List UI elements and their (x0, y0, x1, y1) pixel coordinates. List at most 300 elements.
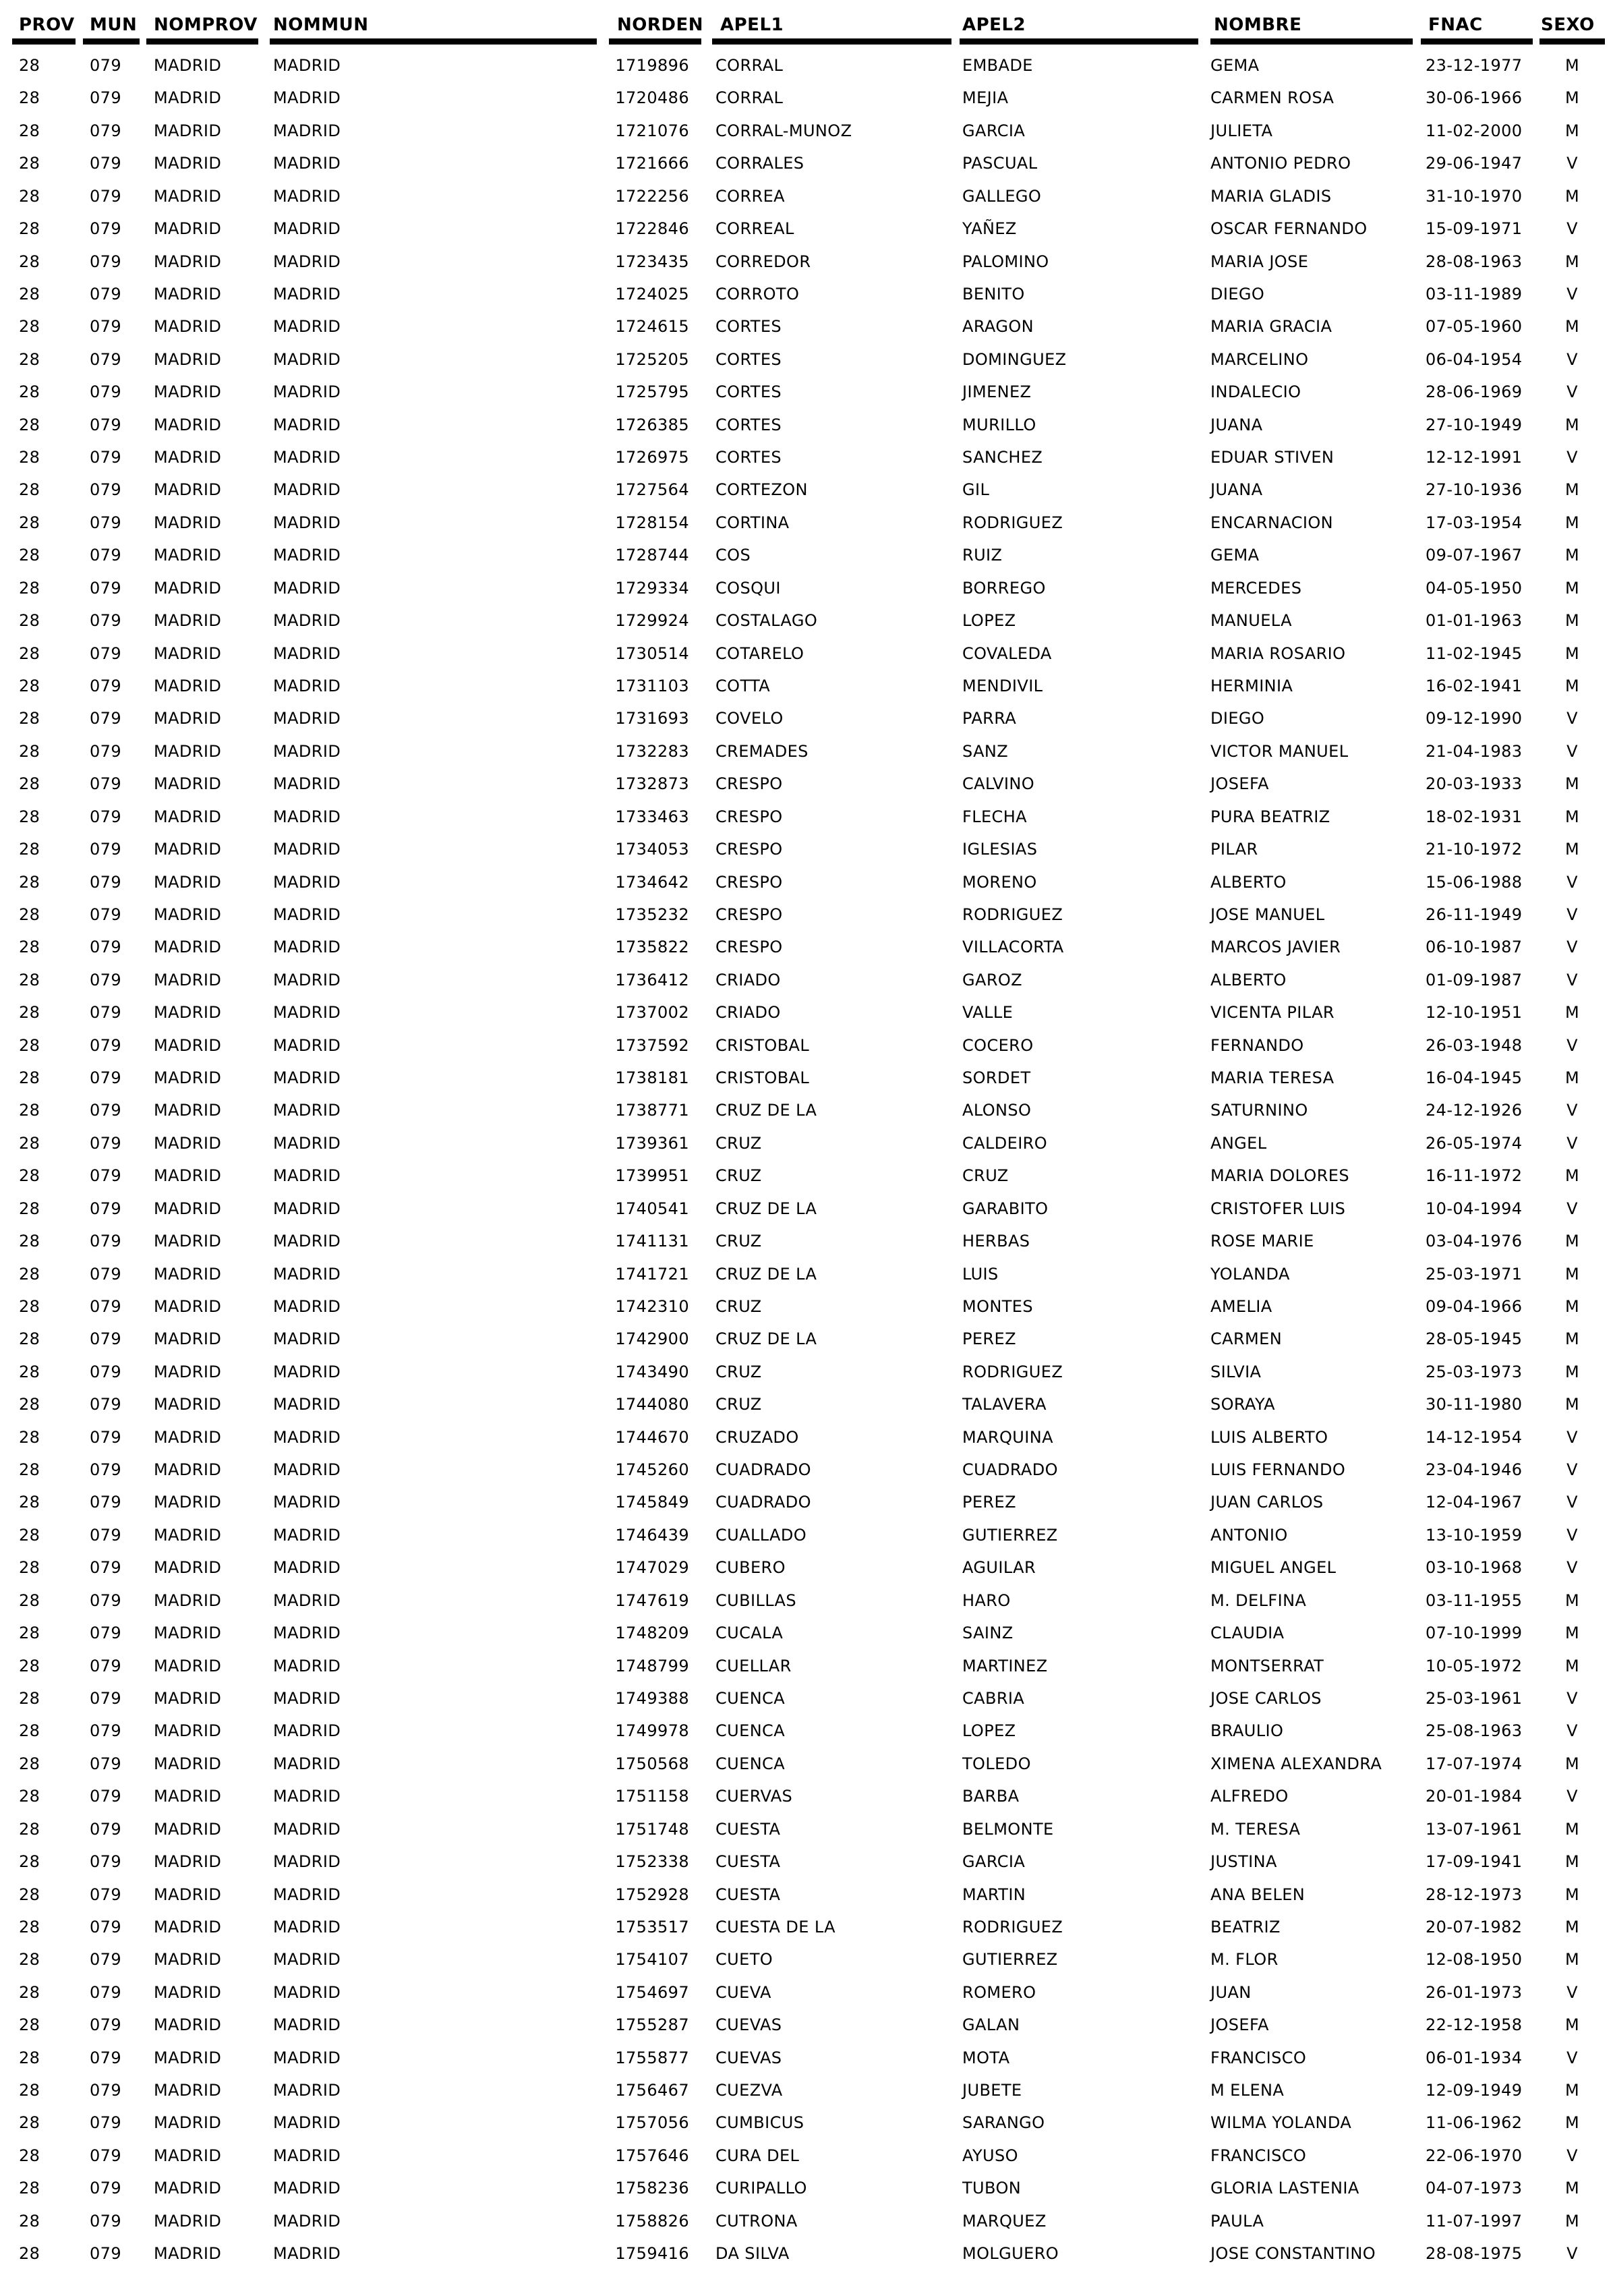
cell-apel2: IGLESIAS (962, 840, 1038, 859)
cell-prov: 28 (19, 121, 40, 140)
cell-mun: 079 (90, 1526, 122, 1545)
cell-mun: 079 (90, 2179, 122, 2198)
cell-nommun: MADRID (273, 2146, 341, 2165)
cell-fnac: 25-03-1971 (1426, 1265, 1523, 1284)
table-header-row (0, 8, 1613, 42)
cell-nomprov: MADRID (154, 382, 222, 401)
cell-apel1: CRIADO (715, 1003, 781, 1022)
cell-prov: 28 (19, 2212, 40, 2231)
cell-nomprov: MADRID (154, 2179, 222, 2198)
cell-prov: 28 (19, 252, 40, 271)
cell-prov: 28 (19, 2081, 40, 2100)
cell-apel2: FLECHA (962, 807, 1027, 826)
cell-apel2: GALAN (962, 2015, 1020, 2034)
cell-nomprov: MADRID (154, 546, 222, 565)
cell-nommun: MADRID (273, 1950, 341, 1969)
cell-prov: 28 (19, 1068, 40, 1087)
cell-apel1: CRESPO (715, 774, 783, 793)
table-row (0, 572, 1613, 604)
cell-nommun: MADRID (273, 480, 341, 499)
cell-nombre: MIGUEL ANGEL (1210, 1558, 1337, 1577)
table-row (0, 1159, 1613, 1192)
cell-apel2: LOPEZ (962, 1721, 1016, 1740)
cell-apel2: AGUILAR (962, 1558, 1036, 1577)
cell-prov: 28 (19, 1918, 40, 1936)
cell-norden: 1719896 (615, 56, 689, 75)
table-row (0, 2009, 1613, 2041)
cell-sexo: M (1564, 1820, 1580, 1839)
column-header-nomprov: NOMPROV (154, 15, 258, 35)
cell-apel2: RODRIGUEZ (962, 1918, 1063, 1936)
cell-fnac: 17-03-1954 (1426, 513, 1523, 532)
cell-norden: 1738771 (615, 1101, 689, 1120)
cell-nomprov: MADRID (154, 742, 222, 761)
cell-fnac: 23-04-1946 (1426, 1460, 1523, 1479)
table-row (0, 898, 1613, 931)
cell-apel1: CUADRADO (715, 1460, 811, 1479)
cell-apel2: MORENO (962, 873, 1037, 892)
cell-nombre: ALBERTO (1210, 971, 1287, 989)
cell-nombre: M. FLOR (1210, 1950, 1279, 1969)
cell-norden: 1748209 (615, 1624, 689, 1642)
cell-fnac: 25-08-1963 (1426, 1721, 1523, 1740)
cell-nomprov: MADRID (154, 1983, 222, 2002)
cell-apel1: COS (715, 546, 751, 565)
table-row (0, 604, 1613, 637)
cell-mun: 079 (90, 2244, 122, 2263)
cell-nombre: SORAYA (1210, 1395, 1275, 1414)
table-row (0, 49, 1613, 82)
cell-nommun: MADRID (273, 1134, 341, 1153)
table-row (0, 539, 1613, 571)
cell-nommun: MADRID (273, 1362, 341, 1381)
cell-apel2: MEJIA (962, 88, 1009, 107)
cell-nommun: MADRID (273, 448, 341, 467)
cell-nomprov: MADRID (154, 1265, 222, 1284)
cell-prov: 28 (19, 1134, 40, 1153)
cell-norden: 1731693 (615, 709, 689, 728)
cell-nommun: MADRID (273, 938, 341, 956)
cell-sexo: M (1564, 1232, 1580, 1251)
cell-prov: 28 (19, 677, 40, 695)
cell-prov: 28 (19, 415, 40, 434)
cell-nombre: M ELENA (1210, 2081, 1285, 2100)
cell-nomprov: MADRID (154, 1362, 222, 1381)
cell-nommun: MADRID (273, 2015, 341, 2034)
cell-apel2: SANCHEZ (962, 448, 1043, 467)
cell-nommun: MADRID (273, 1754, 341, 1773)
table-row (0, 768, 1613, 800)
cell-mun: 079 (90, 187, 122, 206)
cell-apel1: CRUZ DE LA (715, 1329, 817, 1348)
cell-prov: 28 (19, 154, 40, 173)
cell-fnac: 12-12-1991 (1426, 448, 1523, 467)
cell-fnac: 07-10-1999 (1426, 1624, 1523, 1642)
cell-nommun: MADRID (273, 873, 341, 892)
cell-apel2: CRUZ (962, 1166, 1009, 1185)
cell-sexo: V (1566, 382, 1578, 401)
cell-fnac: 09-04-1966 (1426, 1297, 1523, 1316)
cell-sexo: V (1566, 1199, 1578, 1218)
cell-sexo: V (1566, 1526, 1578, 1545)
cell-nombre: MANUELA (1210, 611, 1292, 630)
cell-prov: 28 (19, 742, 40, 761)
cell-fnac: 17-07-1974 (1426, 1754, 1523, 1773)
cell-fnac: 28-12-1973 (1426, 1885, 1523, 1904)
cell-apel2: MARQUINA (962, 1428, 1053, 1447)
cell-sexo: M (1564, 2081, 1580, 2100)
cell-fnac: 20-03-1933 (1426, 774, 1523, 793)
cell-mun: 079 (90, 1003, 122, 1022)
cell-fnac: 01-09-1987 (1426, 971, 1523, 989)
cell-nomprov: MADRID (154, 774, 222, 793)
cell-fnac: 18-02-1931 (1426, 807, 1523, 826)
cell-sexo: V (1566, 905, 1578, 924)
cell-apel1: CORTES (715, 448, 782, 467)
column-header-sexo: SEXO (1541, 15, 1595, 35)
cell-prov: 28 (19, 611, 40, 630)
cell-apel1: CUEVAS (715, 2015, 782, 2034)
cell-nombre: BRAULIO (1210, 1721, 1284, 1740)
cell-mun: 079 (90, 1787, 122, 1806)
cell-nombre: DIEGO (1210, 285, 1265, 304)
cell-prov: 28 (19, 1657, 40, 1675)
table-row (0, 473, 1613, 506)
cell-prov: 28 (19, 905, 40, 924)
cell-fnac: 29-06-1947 (1426, 154, 1523, 173)
cell-mun: 079 (90, 88, 122, 107)
cell-sexo: M (1564, 187, 1580, 206)
cell-nommun: MADRID (273, 1232, 341, 1251)
cell-mun: 079 (90, 1852, 122, 1871)
cell-apel1: CUBILLAS (715, 1591, 797, 1610)
cell-sexo: V (1566, 350, 1578, 369)
table-row (0, 1813, 1613, 1845)
cell-apel2: DOMINGUEZ (962, 350, 1067, 369)
cell-nomprov: MADRID (154, 1689, 222, 1708)
cell-fnac: 31-10-1970 (1426, 187, 1523, 206)
cell-sexo: V (1566, 1493, 1578, 1512)
cell-nomprov: MADRID (154, 2015, 222, 2034)
cell-nommun: MADRID (273, 1460, 341, 1479)
cell-sexo: M (1564, 1885, 1580, 1904)
table-row (0, 1878, 1613, 1911)
cell-nomprov: MADRID (154, 1101, 222, 1120)
cell-prov: 28 (19, 579, 40, 598)
cell-norden: 1752928 (615, 1885, 689, 1904)
cell-prov: 28 (19, 56, 40, 75)
table-row (0, 180, 1613, 212)
cell-nommun: MADRID (273, 121, 341, 140)
cell-nomprov: MADRID (154, 121, 222, 140)
cell-mun: 079 (90, 1428, 122, 1447)
cell-fnac: 09-12-1990 (1426, 709, 1523, 728)
table-row (0, 801, 1613, 833)
cell-apel1: CRUZ (715, 1134, 762, 1153)
cell-norden: 1749978 (615, 1721, 689, 1740)
cell-apel1: CUBERO (715, 1558, 786, 1577)
cell-fnac: 04-05-1950 (1426, 579, 1523, 598)
cell-mun: 079 (90, 480, 122, 499)
cell-sexo: M (1564, 480, 1580, 499)
cell-prov: 28 (19, 709, 40, 728)
cell-norden: 1755287 (615, 2015, 689, 2034)
cell-prov: 28 (19, 1329, 40, 1348)
cell-prov: 28 (19, 938, 40, 956)
cell-nomprov: MADRID (154, 1329, 222, 1348)
cell-nommun: MADRID (273, 611, 341, 630)
cell-mun: 079 (90, 1657, 122, 1675)
cell-nombre: YOLANDA (1210, 1265, 1290, 1284)
cell-nommun: MADRID (273, 382, 341, 401)
cell-nomprov: MADRID (154, 1885, 222, 1904)
cell-mun: 079 (90, 546, 122, 565)
cell-apel2: LUIS (962, 1265, 999, 1284)
cell-nommun: MADRID (273, 1329, 341, 1348)
cell-fnac: 10-05-1972 (1426, 1657, 1523, 1675)
cell-apel1: CRUZ (715, 1395, 762, 1414)
cell-norden: 1748799 (615, 1657, 689, 1675)
cell-nommun: MADRID (273, 1885, 341, 1904)
cell-norden: 1751748 (615, 1820, 689, 1839)
cell-nombre: LUIS ALBERTO (1210, 1428, 1328, 1447)
cell-norden: 1757646 (615, 2146, 689, 2165)
cell-sexo: V (1566, 1036, 1578, 1055)
cell-prov: 28 (19, 1460, 40, 1479)
cell-apel2: JUBETE (962, 2081, 1022, 2100)
table-row (0, 1845, 1613, 1878)
cell-prov: 28 (19, 2113, 40, 2132)
cell-nombre: CARMEN (1210, 1329, 1283, 1348)
cell-nomprov: MADRID (154, 1036, 222, 1055)
cell-nomprov: MADRID (154, 513, 222, 532)
table-row (0, 343, 1613, 376)
cell-mun: 079 (90, 2212, 122, 2231)
cell-apel2: TUBON (962, 2179, 1022, 2198)
cell-mun: 079 (90, 1591, 122, 1610)
cell-fnac: 11-02-2000 (1426, 121, 1523, 140)
cell-nommun: MADRID (273, 2212, 341, 2231)
cell-nomprov: MADRID (154, 1166, 222, 1185)
cell-fnac: 01-01-1963 (1426, 611, 1523, 630)
cell-mun: 079 (90, 317, 122, 336)
cell-nommun: MADRID (273, 644, 341, 663)
cell-nombre: WILMA YOLANDA (1210, 2113, 1352, 2132)
cell-nommun: MADRID (273, 219, 341, 238)
column-header-mun: MUN (90, 15, 138, 35)
cell-nomprov: MADRID (154, 1721, 222, 1740)
cell-norden: 1739361 (615, 1134, 689, 1153)
cell-nomprov: MADRID (154, 1787, 222, 1806)
cell-sexo: M (1564, 513, 1580, 532)
cell-mun: 079 (90, 1297, 122, 1316)
header-rule-norden (609, 38, 701, 45)
cell-nombre: SILVIA (1210, 1362, 1262, 1381)
table-row (0, 246, 1613, 278)
cell-fnac: 24-12-1926 (1426, 1101, 1523, 1120)
cell-norden: 1754107 (615, 1950, 689, 1969)
table-row (0, 2140, 1613, 2172)
cell-nommun: MADRID (273, 2113, 341, 2132)
cell-apel2: AYUSO (962, 2146, 1018, 2165)
cell-nombre: FERNANDO (1210, 1036, 1304, 1055)
cell-prov: 28 (19, 1297, 40, 1316)
cell-nombre: HERMINIA (1210, 677, 1293, 695)
cell-apel1: CUEVAS (715, 2048, 782, 2067)
cell-mun: 079 (90, 1101, 122, 1120)
cell-nommun: MADRID (273, 905, 341, 924)
cell-nommun: MADRID (273, 579, 341, 598)
cell-mun: 079 (90, 1329, 122, 1348)
table-row (0, 2042, 1613, 2074)
cell-apel2: COCERO (962, 1036, 1034, 1055)
cell-mun: 079 (90, 1068, 122, 1087)
cell-fnac: 03-10-1968 (1426, 1558, 1523, 1577)
cell-apel1: CRISTOBAL (715, 1036, 810, 1055)
cell-norden: 1739951 (615, 1166, 689, 1185)
cell-nomprov: MADRID (154, 219, 222, 238)
cell-apel2: GIL (962, 480, 990, 499)
cell-mun: 079 (90, 1689, 122, 1708)
cell-mun: 079 (90, 840, 122, 859)
cell-fnac: 03-11-1955 (1426, 1591, 1523, 1610)
cell-nombre: MARIA DOLORES (1210, 1166, 1349, 1185)
cell-apel2: RODRIGUEZ (962, 1362, 1063, 1381)
cell-nommun: MADRID (273, 807, 341, 826)
cell-apel1: CUTRONA (715, 2212, 798, 2231)
table-row (0, 1454, 1613, 1486)
cell-nombre: XIMENA ALEXANDRA (1210, 1754, 1382, 1773)
cell-mun: 079 (90, 938, 122, 956)
cell-prov: 28 (19, 644, 40, 663)
cell-nombre: MARIA TERESA (1210, 1068, 1335, 1087)
cell-fnac: 06-01-1934 (1426, 2048, 1523, 2067)
cell-apel1: CORREDOR (715, 252, 811, 271)
cell-apel1: CORRAL (715, 88, 784, 107)
cell-sexo: M (1564, 611, 1580, 630)
cell-norden: 1728744 (615, 546, 689, 565)
cell-nomprov: MADRID (154, 1232, 222, 1251)
cell-prov: 28 (19, 1199, 40, 1218)
cell-nomprov: MADRID (154, 1395, 222, 1414)
cell-apel1: CUMBICUS (715, 2113, 804, 2132)
cell-apel2: MOTA (962, 2048, 1010, 2067)
cell-nomprov: MADRID (154, 1624, 222, 1642)
cell-fnac: 28-08-1975 (1426, 2244, 1523, 2263)
cell-apel2: CABRIA (962, 1689, 1025, 1708)
cell-apel2: GARCIA (962, 121, 1026, 140)
cell-nomprov: MADRID (154, 579, 222, 598)
cell-mun: 079 (90, 285, 122, 304)
cell-apel1: CRUZ DE LA (715, 1101, 817, 1120)
cell-nombre: PILAR (1210, 840, 1258, 859)
cell-sexo: M (1564, 1591, 1580, 1610)
table-row (0, 310, 1613, 343)
cell-apel2: GAROZ (962, 971, 1023, 989)
cell-sexo: M (1564, 88, 1580, 107)
cell-sexo: M (1564, 1624, 1580, 1642)
cell-apel2: GARABITO (962, 1199, 1049, 1218)
cell-nombre: LUIS FERNANDO (1210, 1460, 1346, 1479)
cell-nomprov: MADRID (154, 2244, 222, 2263)
cell-nombre: ANA BELEN (1210, 1885, 1306, 1904)
table-row (0, 2237, 1613, 2270)
table-row (0, 1127, 1613, 1159)
cell-prov: 28 (19, 1526, 40, 1545)
cell-nommun: MADRID (273, 1036, 341, 1055)
cell-nommun: MADRID (273, 88, 341, 107)
cell-apel1: CORTES (715, 415, 782, 434)
cell-fnac: 07-05-1960 (1426, 317, 1523, 336)
cell-nommun: MADRID (273, 742, 341, 761)
cell-nombre: MARIA GRACIA (1210, 317, 1332, 336)
cell-fnac: 14-12-1954 (1426, 1428, 1523, 1447)
cell-nombre: DIEGO (1210, 709, 1265, 728)
cell-sexo: V (1566, 1787, 1578, 1806)
cell-fnac: 04-07-1973 (1426, 2179, 1523, 2198)
cell-nombre: JUSTINA (1210, 1852, 1277, 1871)
cell-fnac: 21-04-1983 (1426, 742, 1523, 761)
table-row (0, 735, 1613, 768)
cell-prov: 28 (19, 1036, 40, 1055)
cell-apel2: TALAVERA (962, 1395, 1047, 1414)
cell-mun: 079 (90, 1885, 122, 1904)
cell-norden: 1721666 (615, 154, 689, 173)
cell-prov: 28 (19, 2015, 40, 2034)
cell-norden: 1756467 (615, 2081, 689, 2100)
cell-norden: 1733463 (615, 807, 689, 826)
cell-apel1: CUENCA (715, 1754, 786, 1773)
table-row (0, 1682, 1613, 1715)
table-row (0, 376, 1613, 408)
cell-sexo: M (1564, 1852, 1580, 1871)
cell-nommun: MADRID (273, 1657, 341, 1675)
cell-nommun: MADRID (273, 1428, 341, 1447)
cell-nommun: MADRID (273, 1721, 341, 1740)
cell-apel2: BELMONTE (962, 1820, 1054, 1839)
cell-nombre: FRANCISCO (1210, 2146, 1307, 2165)
cell-apel2: HARO (962, 1591, 1011, 1610)
table-row (0, 1421, 1613, 1454)
cell-nomprov: MADRID (154, 2212, 222, 2231)
cell-fnac: 25-03-1973 (1426, 1362, 1523, 1381)
cell-fnac: 16-11-1972 (1426, 1166, 1523, 1185)
table-row (0, 441, 1613, 473)
cell-mun: 079 (90, 382, 122, 401)
table-row (0, 964, 1613, 996)
cell-fnac: 03-11-1989 (1426, 285, 1523, 304)
cell-apel2: YAÑEZ (962, 219, 1017, 238)
cell-nombre: VICENTA PILAR (1210, 1003, 1335, 1022)
cell-fnac: 26-05-1974 (1426, 1134, 1523, 1153)
cell-nommun: MADRID (273, 1591, 341, 1610)
cell-sexo: V (1566, 873, 1578, 892)
cell-apel1: CREMADES (715, 742, 809, 761)
cell-fnac: 28-05-1945 (1426, 1329, 1523, 1348)
cell-mun: 079 (90, 448, 122, 467)
cell-fnac: 16-02-1941 (1426, 677, 1523, 695)
table-row (0, 212, 1613, 245)
cell-mun: 079 (90, 1624, 122, 1642)
cell-apel2: PASCUAL (962, 154, 1038, 173)
cell-apel1: CUENCA (715, 1689, 786, 1708)
cell-mun: 079 (90, 513, 122, 532)
table-row (0, 931, 1613, 963)
cell-apel1: CORTEZON (715, 480, 808, 499)
cell-nombre: OSCAR FERNANDO (1210, 219, 1368, 238)
cell-prov: 28 (19, 873, 40, 892)
cell-mun: 079 (90, 2113, 122, 2132)
